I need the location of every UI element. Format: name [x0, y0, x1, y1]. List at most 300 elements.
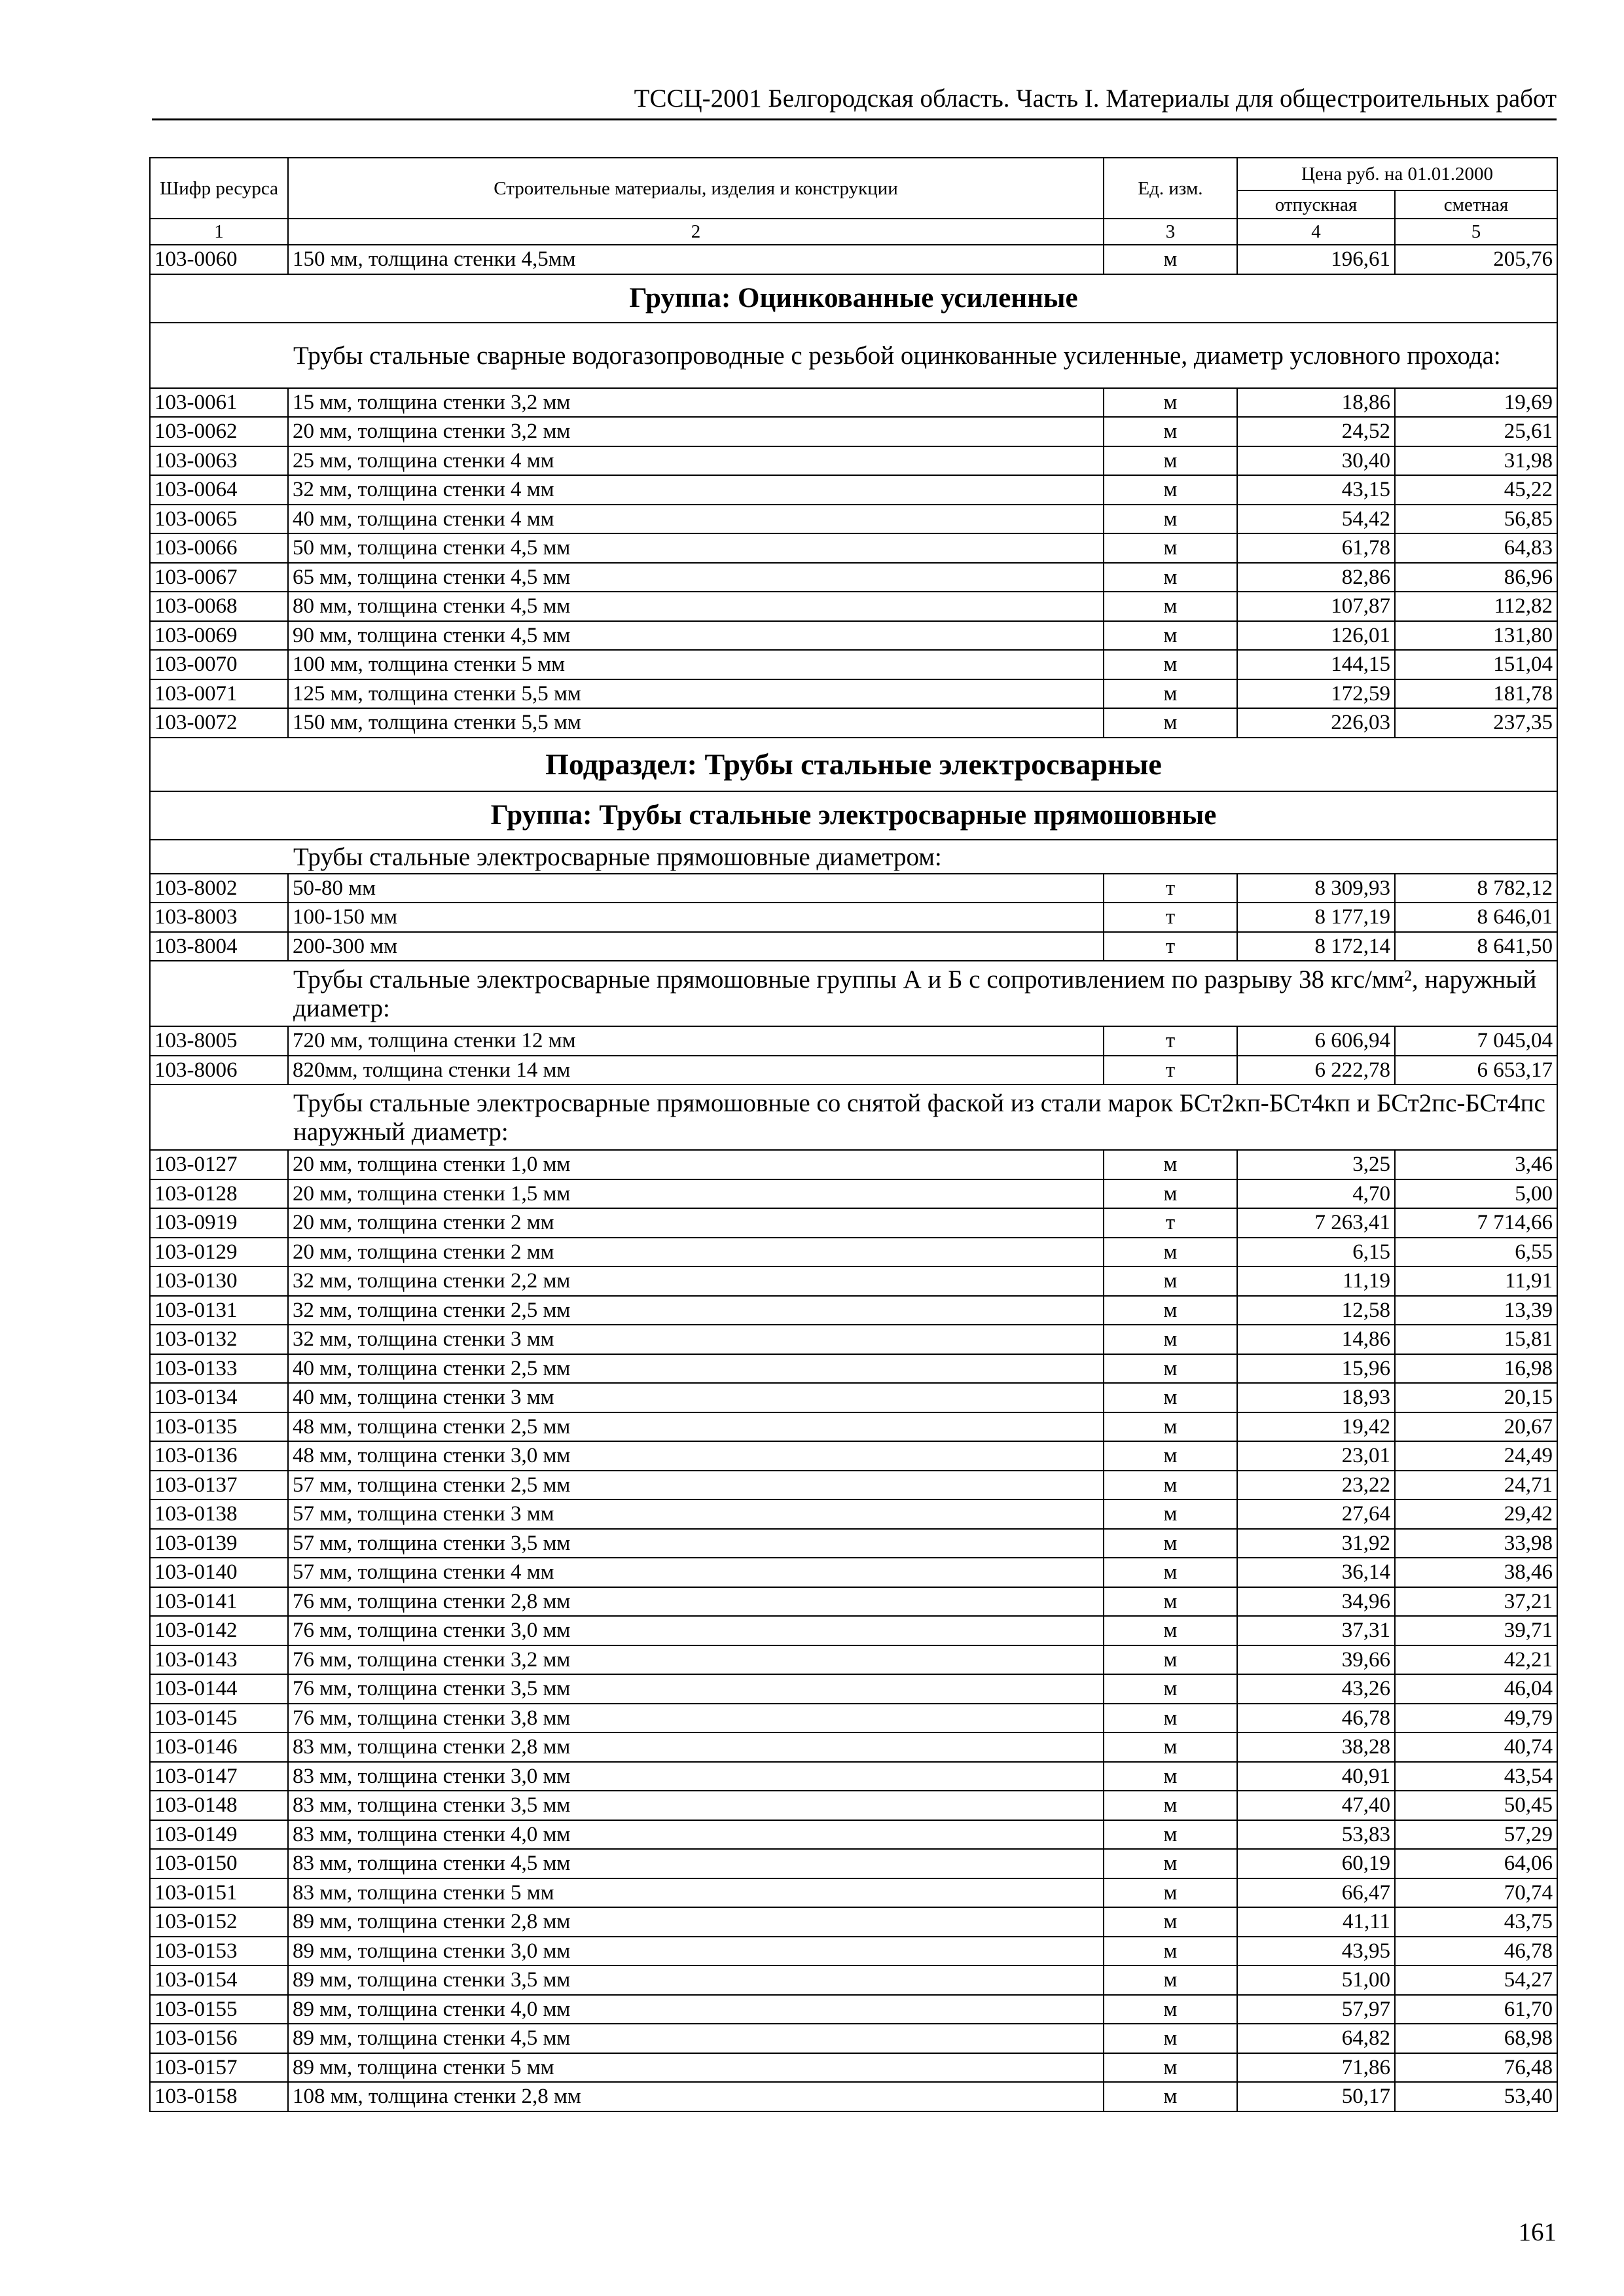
- resource-code: 103-0919: [150, 1208, 288, 1238]
- estimate-price: 8 641,50: [1395, 932, 1557, 961]
- release-price: 4,70: [1237, 1179, 1395, 1209]
- release-price: 43,15: [1237, 475, 1395, 505]
- release-price: 82,86: [1237, 563, 1395, 592]
- resource-code: 103-0064: [150, 475, 288, 505]
- estimate-price: 31,98: [1395, 446, 1557, 476]
- item-description: 125 мм, толщина стенки 5,5 мм: [288, 679, 1104, 709]
- item-description: 720 мм, толщина стенки 12 мм: [288, 1026, 1104, 1056]
- table-row: [150, 1907, 1557, 1937]
- estimate-price: 61,70: [1395, 1995, 1557, 2024]
- table-row: [150, 1354, 1557, 1384]
- release-price: 8 177,19: [1237, 903, 1395, 932]
- estimate-price: 5,00: [1395, 1179, 1557, 1209]
- estimate-price: 13,39: [1395, 1296, 1557, 1325]
- subsection-title: Подраздел: Трубы стальные электросварные: [150, 738, 1557, 791]
- column-number-row: [150, 219, 1557, 245]
- resource-code: 103-0156: [150, 2024, 288, 2053]
- table-row: [150, 1762, 1557, 1791]
- table-row: [150, 1238, 1557, 1267]
- unit-of-measure: м: [1104, 1179, 1237, 1209]
- item-description: 76 мм, толщина стенки 3,5 мм: [288, 1674, 1104, 1704]
- unit-of-measure: м: [1104, 1587, 1237, 1617]
- estimate-price: 50,45: [1395, 1791, 1557, 1820]
- item-description: 89 мм, толщина стенки 3,5 мм: [288, 1965, 1104, 1995]
- item-description: 80 мм, толщина стенки 4,5 мм: [288, 592, 1104, 621]
- resource-code: 103-0145: [150, 1704, 288, 1733]
- item-description: 100 мм, толщина стенки 5 мм: [288, 650, 1104, 679]
- estimate-price: 64,06: [1395, 1849, 1557, 1878]
- resource-code: 103-0138: [150, 1499, 288, 1529]
- estimate-price: 19,69: [1395, 388, 1557, 418]
- estimate-price: 20,15: [1395, 1383, 1557, 1412]
- release-price: 24,52: [1237, 417, 1395, 446]
- unit-of-measure: м: [1104, 1150, 1237, 1179]
- estimate-price: 38,46: [1395, 1558, 1557, 1587]
- estimate-price: 54,27: [1395, 1965, 1557, 1995]
- table-row: [150, 1965, 1557, 1995]
- resource-code: 103-0072: [150, 708, 288, 738]
- category-heading: Трубы стальные электросварные прямошовные группы А и Б с сопротивлением по разрыву 38 кгс/мм², наружный диаметр:: [288, 961, 1557, 1026]
- unit-of-measure: т: [1104, 1208, 1237, 1238]
- item-description: 20 мм, толщина стенки 1,5 мм: [288, 1179, 1104, 1209]
- resource-code: 103-0135: [150, 1412, 288, 1442]
- category-heading-row: [150, 840, 1557, 874]
- item-description: 57 мм, толщина стенки 3 мм: [288, 1499, 1104, 1529]
- unit-of-measure: м: [1104, 1791, 1237, 1820]
- table-row: [150, 708, 1557, 738]
- table-row: [150, 1732, 1557, 1762]
- estimate-price: 45,22: [1395, 475, 1557, 505]
- estimate-price: 7 045,04: [1395, 1026, 1557, 1056]
- table-row: [150, 505, 1557, 534]
- category-heading: Трубы стальные электросварные прямошовные диаметром:: [288, 840, 1557, 874]
- release-price: 54,42: [1237, 505, 1395, 534]
- release-price: 34,96: [1237, 1587, 1395, 1617]
- table-row: [150, 874, 1557, 903]
- item-description: 76 мм, толщина стенки 3,0 мм: [288, 1616, 1104, 1645]
- resource-code: 103-0150: [150, 1849, 288, 1878]
- group-title: Группа: Трубы стальные электросварные прямошовные: [150, 791, 1557, 840]
- item-description: 89 мм, толщина стенки 2,8 мм: [288, 1907, 1104, 1937]
- estimate-price: 24,71: [1395, 1471, 1557, 1500]
- resource-code: 103-0147: [150, 1762, 288, 1791]
- release-price: 27,64: [1237, 1499, 1395, 1529]
- unit-of-measure: м: [1104, 679, 1237, 709]
- estimate-price: 205,76: [1395, 245, 1557, 274]
- estimate-price: 49,79: [1395, 1704, 1557, 1733]
- unit-of-measure: м: [1104, 1296, 1237, 1325]
- table-row: [150, 1412, 1557, 1442]
- resource-code: 103-0063: [150, 446, 288, 476]
- estimate-price: 24,49: [1395, 1441, 1557, 1471]
- table-row: [150, 679, 1557, 709]
- release-price: 43,95: [1237, 1937, 1395, 1966]
- unit-of-measure: т: [1104, 903, 1237, 932]
- column-number: 5: [1395, 219, 1557, 245]
- release-price: 18,86: [1237, 388, 1395, 418]
- table-row: [150, 1179, 1557, 1209]
- resource-code: 103-8003: [150, 903, 288, 932]
- release-price: 6,15: [1237, 1238, 1395, 1267]
- item-description: 89 мм, толщина стенки 3,0 мм: [288, 1937, 1104, 1966]
- release-price: 51,00: [1237, 1965, 1395, 1995]
- table-row: [150, 2082, 1557, 2111]
- release-price: 47,40: [1237, 1791, 1395, 1820]
- table-row: [150, 1325, 1557, 1354]
- table-row: [150, 1995, 1557, 2024]
- resource-code: 103-0137: [150, 1471, 288, 1500]
- table-row: [150, 1820, 1557, 1850]
- unit-of-measure: м: [1104, 2082, 1237, 2111]
- item-description: 76 мм, толщина стенки 3,8 мм: [288, 1704, 1104, 1733]
- unit-of-measure: м: [1104, 1499, 1237, 1529]
- item-description: 40 мм, толщина стенки 3 мм: [288, 1383, 1104, 1412]
- resource-code: 103-0065: [150, 505, 288, 534]
- item-description: 83 мм, толщина стенки 3,0 мм: [288, 1762, 1104, 1791]
- column-number: 2: [288, 219, 1104, 245]
- resource-code: 103-0067: [150, 563, 288, 592]
- table-row: [150, 932, 1557, 961]
- estimate-price: 64,83: [1395, 533, 1557, 563]
- unit-of-measure: м: [1104, 1995, 1237, 2024]
- unit-of-measure: м: [1104, 1412, 1237, 1442]
- category-heading-row: [150, 323, 1557, 388]
- header-price-release: отпускная: [1237, 190, 1395, 219]
- page-number: 161: [1518, 2218, 1557, 2246]
- release-price: 226,03: [1237, 708, 1395, 738]
- unit-of-measure: т: [1104, 1026, 1237, 1056]
- release-price: 3,25: [1237, 1150, 1395, 1179]
- item-description: 200-300 мм: [288, 932, 1104, 961]
- release-price: 38,28: [1237, 1732, 1395, 1762]
- item-description: 20 мм, толщина стенки 2 мм: [288, 1238, 1104, 1267]
- item-description: 108 мм, толщина стенки 2,8 мм: [288, 2082, 1104, 2111]
- item-description: 76 мм, толщина стенки 2,8 мм: [288, 1587, 1104, 1617]
- category-heading: Трубы стальные сварные водогазопроводные с резьбой оцинкованные усиленные, диаметр условного прохода:: [288, 323, 1557, 388]
- resource-code: 103-0130: [150, 1266, 288, 1296]
- resource-code: 103-0142: [150, 1616, 288, 1645]
- release-price: 196,61: [1237, 245, 1395, 274]
- resource-code: 103-8005: [150, 1026, 288, 1056]
- category-heading-row: [150, 961, 1557, 1026]
- unit-of-measure: м: [1104, 1732, 1237, 1762]
- item-description: 150 мм, толщина стенки 5,5 мм: [288, 708, 1104, 738]
- group-title-row: [150, 791, 1557, 840]
- release-price: 53,83: [1237, 1820, 1395, 1850]
- unit-of-measure: м: [1104, 1383, 1237, 1412]
- estimate-price: 11,91: [1395, 1266, 1557, 1296]
- unit-of-measure: м: [1104, 621, 1237, 651]
- item-description: 100-150 мм: [288, 903, 1104, 932]
- release-price: 66,47: [1237, 1878, 1395, 1908]
- resource-code: 103-0129: [150, 1238, 288, 1267]
- resource-code: 103-0158: [150, 2082, 288, 2111]
- release-price: 50,17: [1237, 2082, 1395, 2111]
- table-row: [150, 1150, 1557, 1179]
- unit-of-measure: т: [1104, 874, 1237, 903]
- item-description: 57 мм, толщина стенки 3,5 мм: [288, 1529, 1104, 1558]
- resource-code: 103-0136: [150, 1441, 288, 1471]
- price-table: [149, 157, 1558, 2112]
- table-row: [150, 650, 1557, 679]
- release-price: 126,01: [1237, 621, 1395, 651]
- table-row: [150, 1296, 1557, 1325]
- table-row: [150, 1704, 1557, 1733]
- resource-code: 103-0146: [150, 1732, 288, 1762]
- estimate-price: 39,71: [1395, 1616, 1557, 1645]
- estimate-price: 131,80: [1395, 621, 1557, 651]
- item-description: 40 мм, толщина стенки 2,5 мм: [288, 1354, 1104, 1384]
- item-description: 150 мм, толщина стенки 4,5мм: [288, 245, 1104, 274]
- unit-of-measure: м: [1104, 1907, 1237, 1937]
- estimate-price: 42,21: [1395, 1645, 1557, 1675]
- resource-code: 103-0131: [150, 1296, 288, 1325]
- item-description: 48 мм, толщина стенки 3,0 мм: [288, 1441, 1104, 1471]
- estimate-price: 20,67: [1395, 1412, 1557, 1442]
- unit-of-measure: м: [1104, 533, 1237, 563]
- estimate-price: 86,96: [1395, 563, 1557, 592]
- table-row: [150, 2053, 1557, 2083]
- resource-code: 103-0155: [150, 1995, 288, 2024]
- release-price: 18,93: [1237, 1383, 1395, 1412]
- table-row: [150, 1026, 1557, 1056]
- subsection-title-row: [150, 738, 1557, 791]
- release-price: 61,78: [1237, 533, 1395, 563]
- release-price: 30,40: [1237, 446, 1395, 476]
- table-row: [150, 475, 1557, 505]
- estimate-price: 6 653,17: [1395, 1056, 1557, 1085]
- item-description: 83 мм, толщина стенки 4,0 мм: [288, 1820, 1104, 1850]
- resource-code: 103-0061: [150, 388, 288, 418]
- unit-of-measure: м: [1104, 1266, 1237, 1296]
- unit-of-measure: м: [1104, 1762, 1237, 1791]
- category-heading: Трубы стальные электросварные прямошовные со снятой фаской из стали марок БСт2кп-БСт4кп и БСт2пс-БСт4пс наружный диаметр:: [288, 1085, 1557, 1150]
- heading-spacer: [150, 840, 288, 874]
- release-price: 172,59: [1237, 679, 1395, 709]
- resource-code: 103-0070: [150, 650, 288, 679]
- estimate-price: 15,81: [1395, 1325, 1557, 1354]
- estimate-price: 43,75: [1395, 1907, 1557, 1937]
- resource-code: 103-0139: [150, 1529, 288, 1558]
- estimate-price: 16,98: [1395, 1354, 1557, 1384]
- item-description: 83 мм, толщина стенки 3,5 мм: [288, 1791, 1104, 1820]
- estimate-price: 56,85: [1395, 505, 1557, 534]
- item-description: 89 мм, толщина стенки 4,0 мм: [288, 1995, 1104, 2024]
- release-price: 23,01: [1237, 1441, 1395, 1471]
- header-price: Цена руб. на 01.01.2000: [1237, 158, 1557, 190]
- resource-code: 103-8004: [150, 932, 288, 961]
- group-title: Группа: Оцинкованные усиленные: [150, 274, 1557, 323]
- resource-code: 103-0060: [150, 245, 288, 274]
- unit-of-measure: м: [1104, 1529, 1237, 1558]
- estimate-price: 8 782,12: [1395, 874, 1557, 903]
- unit-of-measure: м: [1104, 388, 1237, 418]
- item-description: 20 мм, толщина стенки 2 мм: [288, 1208, 1104, 1238]
- item-description: 83 мм, толщина стенки 5 мм: [288, 1878, 1104, 1908]
- table-row: [150, 1208, 1557, 1238]
- table-row: [150, 1499, 1557, 1529]
- unit-of-measure: т: [1104, 932, 1237, 961]
- table-row: [150, 592, 1557, 621]
- release-price: 46,78: [1237, 1704, 1395, 1733]
- release-price: 41,11: [1237, 1907, 1395, 1937]
- item-description: 25 мм, толщина стенки 4 мм: [288, 446, 1104, 476]
- running-title: ТССЦ-2001 Белгородская область. Часть I. Материалы для общестроительных работ: [634, 84, 1557, 113]
- table-row: [150, 1056, 1557, 1085]
- item-description: 40 мм, толщина стенки 4 мм: [288, 505, 1104, 534]
- column-number: 1: [150, 219, 288, 245]
- item-description: 32 мм, толщина стенки 2,5 мм: [288, 1296, 1104, 1325]
- release-price: 36,14: [1237, 1558, 1395, 1587]
- resource-code: 103-0153: [150, 1937, 288, 1966]
- estimate-price: 3,46: [1395, 1150, 1557, 1179]
- unit-of-measure: м: [1104, 1354, 1237, 1384]
- heading-spacer: [150, 1085, 288, 1150]
- estimate-price: 46,04: [1395, 1674, 1557, 1704]
- release-price: 57,97: [1237, 1995, 1395, 2024]
- item-description: 57 мм, толщина стенки 4 мм: [288, 1558, 1104, 1587]
- estimate-price: 151,04: [1395, 650, 1557, 679]
- estimate-price: 6,55: [1395, 1238, 1557, 1267]
- estimate-price: 76,48: [1395, 2053, 1557, 2083]
- release-price: 8 309,93: [1237, 874, 1395, 903]
- release-price: 7 263,41: [1237, 1208, 1395, 1238]
- estimate-price: 29,42: [1395, 1499, 1557, 1529]
- item-description: 32 мм, толщина стенки 2,2 мм: [288, 1266, 1104, 1296]
- heading-spacer: [150, 323, 288, 388]
- resource-code: 103-0068: [150, 592, 288, 621]
- resource-code: 103-8002: [150, 874, 288, 903]
- header-rule: [152, 118, 1557, 120]
- estimate-price: 57,29: [1395, 1820, 1557, 1850]
- unit-of-measure: м: [1104, 1645, 1237, 1675]
- release-price: 6 222,78: [1237, 1056, 1395, 1085]
- release-price: 15,96: [1237, 1354, 1395, 1384]
- table-row: [150, 621, 1557, 651]
- table-row: [150, 903, 1557, 932]
- table-row: [150, 245, 1557, 274]
- resource-code: 103-0141: [150, 1587, 288, 1617]
- table-row: [150, 1383, 1557, 1412]
- resource-code: 103-0149: [150, 1820, 288, 1850]
- unit-of-measure: м: [1104, 1441, 1237, 1471]
- table-row: [150, 1441, 1557, 1471]
- unit-of-measure: м: [1104, 417, 1237, 446]
- estimate-price: 43,54: [1395, 1762, 1557, 1791]
- table-body: [150, 245, 1557, 2111]
- estimate-price: 46,78: [1395, 1937, 1557, 1966]
- release-price: 39,66: [1237, 1645, 1395, 1675]
- item-description: 50-80 мм: [288, 874, 1104, 903]
- header-price-estimate: сметная: [1395, 190, 1557, 219]
- resource-code: 103-0144: [150, 1674, 288, 1704]
- resource-code: 103-0128: [150, 1179, 288, 1209]
- item-description: 50 мм, толщина стенки 4,5 мм: [288, 533, 1104, 563]
- release-price: 144,15: [1237, 650, 1395, 679]
- unit-of-measure: м: [1104, 446, 1237, 476]
- unit-of-measure: м: [1104, 1820, 1237, 1850]
- item-description: 89 мм, толщина стенки 4,5 мм: [288, 2024, 1104, 2053]
- unit-of-measure: м: [1104, 1325, 1237, 1354]
- resource-code: 103-0066: [150, 533, 288, 563]
- release-price: 40,91: [1237, 1762, 1395, 1791]
- header-code: Шифр ресурса: [150, 158, 288, 219]
- unit-of-measure: м: [1104, 1616, 1237, 1645]
- item-description: 20 мм, толщина стенки 3,2 мм: [288, 417, 1104, 446]
- estimate-price: 68,98: [1395, 2024, 1557, 2053]
- item-description: 83 мм, толщина стенки 4,5 мм: [288, 1849, 1104, 1878]
- table-header-row: [150, 158, 1557, 190]
- resource-code: 103-0157: [150, 2053, 288, 2083]
- release-price: 71,86: [1237, 2053, 1395, 2083]
- item-description: 32 мм, толщина стенки 4 мм: [288, 475, 1104, 505]
- unit-of-measure: м: [1104, 2053, 1237, 2083]
- unit-of-measure: м: [1104, 563, 1237, 592]
- unit-of-measure: м: [1104, 1471, 1237, 1500]
- resource-code: 103-0140: [150, 1558, 288, 1587]
- resource-code: 103-0148: [150, 1791, 288, 1820]
- resource-code: 103-0133: [150, 1354, 288, 1384]
- unit-of-measure: м: [1104, 650, 1237, 679]
- unit-of-measure: т: [1104, 1056, 1237, 1085]
- unit-of-measure: м: [1104, 592, 1237, 621]
- release-price: 23,22: [1237, 1471, 1395, 1500]
- resource-code: 103-0134: [150, 1383, 288, 1412]
- resource-code: 103-0071: [150, 679, 288, 709]
- estimate-price: 53,40: [1395, 2082, 1557, 2111]
- estimate-price: 237,35: [1395, 708, 1557, 738]
- header-name: Строительные материалы, изделия и конструкции: [288, 158, 1104, 219]
- release-price: 19,42: [1237, 1412, 1395, 1442]
- table-row: [150, 2024, 1557, 2053]
- resource-code: 103-0151: [150, 1878, 288, 1908]
- unit-of-measure: м: [1104, 475, 1237, 505]
- estimate-price: 8 646,01: [1395, 903, 1557, 932]
- unit-of-measure: м: [1104, 1878, 1237, 1908]
- release-price: 14,86: [1237, 1325, 1395, 1354]
- item-description: 65 мм, толщина стенки 4,5 мм: [288, 563, 1104, 592]
- table-row: [150, 446, 1557, 476]
- estimate-price: 37,21: [1395, 1587, 1557, 1617]
- table-row: [150, 1791, 1557, 1820]
- heading-spacer: [150, 961, 288, 1026]
- release-price: 37,31: [1237, 1616, 1395, 1645]
- item-description: 83 мм, толщина стенки 2,8 мм: [288, 1732, 1104, 1762]
- unit-of-measure: м: [1104, 1937, 1237, 1966]
- unit-of-measure: м: [1104, 1238, 1237, 1267]
- release-price: 31,92: [1237, 1529, 1395, 1558]
- resource-code: 103-0132: [150, 1325, 288, 1354]
- resource-code: 103-0154: [150, 1965, 288, 1995]
- estimate-price: 112,82: [1395, 592, 1557, 621]
- group-title-row: [150, 274, 1557, 323]
- header-unit: Ед. изм.: [1104, 158, 1237, 219]
- item-description: 76 мм, толщина стенки 3,2 мм: [288, 1645, 1104, 1675]
- release-price: 6 606,94: [1237, 1026, 1395, 1056]
- unit-of-measure: м: [1104, 1558, 1237, 1587]
- estimate-price: 33,98: [1395, 1529, 1557, 1558]
- table-row: [150, 1616, 1557, 1645]
- release-price: 11,19: [1237, 1266, 1395, 1296]
- table-row: [150, 1849, 1557, 1878]
- table-row: [150, 1266, 1557, 1296]
- release-price: 60,19: [1237, 1849, 1395, 1878]
- unit-of-measure: м: [1104, 1849, 1237, 1878]
- table-row: [150, 1878, 1557, 1908]
- resource-code: 103-8006: [150, 1056, 288, 1085]
- estimate-price: 25,61: [1395, 417, 1557, 446]
- release-price: 43,26: [1237, 1674, 1395, 1704]
